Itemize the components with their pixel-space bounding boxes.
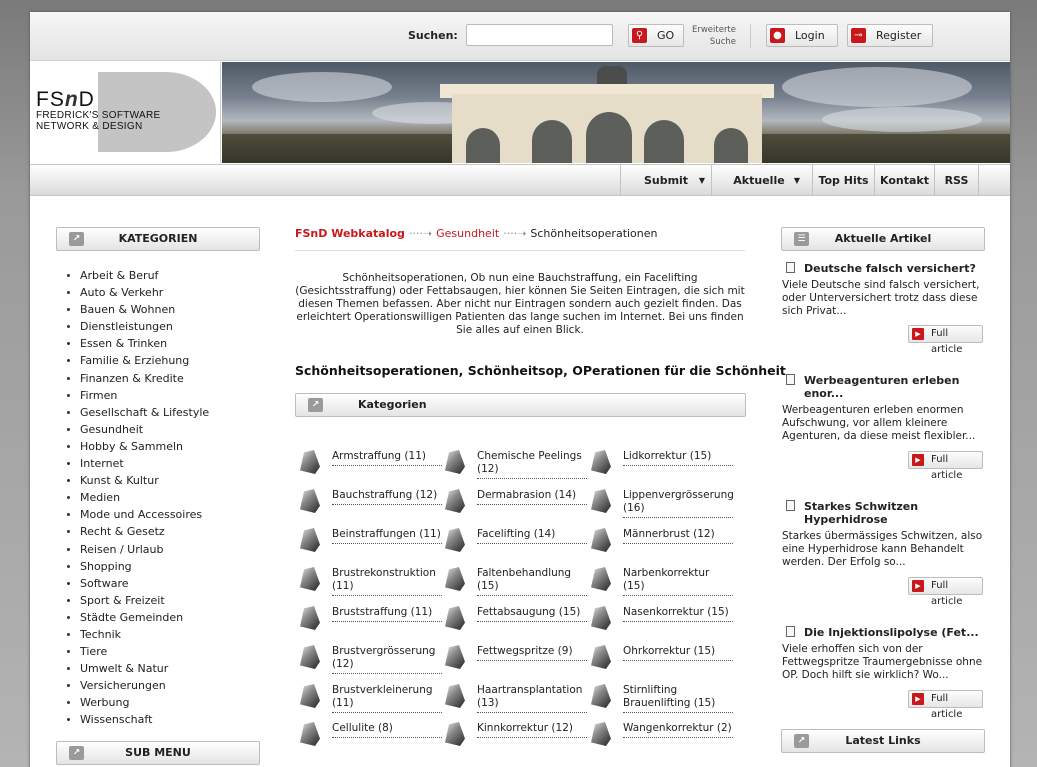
subcategory-link[interactable]: Cellulite (8) (332, 722, 442, 738)
full-article-label: Full article (931, 454, 963, 481)
articles-box-header (781, 227, 985, 251)
list-item[interactable]: Gesellschaft & Lifestyle (80, 404, 209, 421)
subcategories-header (295, 393, 746, 417)
list-item[interactable]: Familie & Erziehung (80, 352, 209, 369)
breadcrumb-parent[interactable]: Gesundheit (436, 227, 500, 240)
crystal-icon (591, 606, 611, 630)
document-icon (786, 374, 795, 385)
list-item[interactable]: Medien (80, 489, 209, 506)
crystal-icon (591, 645, 611, 669)
list-item[interactable]: Versicherungen (80, 677, 209, 694)
subcategory-link[interactable]: Lippenvergrösserung (16) (623, 489, 733, 518)
links-box-header (781, 729, 985, 753)
list-item[interactable]: Sport & Freizeit (80, 592, 209, 609)
links-title: Latest Links (845, 734, 921, 747)
subcategory-link[interactable]: Fettwegspritze (9) (477, 645, 587, 661)
article-item (782, 500, 986, 607)
intro-text: Schönheitsoperationen, Ob nun eine Bauchstraffung, ein Facelifting (Gesichtsstraffung) oder Fettabsaugen, hier können Sie Seiten Eintragen, die sich mit diesen Themen befassen. Aber nicht nur Eintragen sondern auch gezielt finden. Das erleichtert Operationswilligen Patienten das lange suchen im Internet. Bei uns finden Sie alles auf einen Blick. (295, 272, 745, 336)
full-article-button[interactable] (908, 325, 983, 355)
list-item[interactable]: Arbeit & Beruf (80, 267, 209, 284)
document-icon: ☰ (794, 232, 809, 246)
breadcrumb-separator: ····➝ (408, 227, 433, 240)
site-header (30, 62, 1010, 163)
crystal-icon (591, 528, 611, 552)
subcategory-link[interactable]: Armstraffung (11) (332, 450, 442, 466)
list-item[interactable]: Dienstleistungen (80, 318, 209, 335)
breadcrumb-current: Schönheitsoperationen (530, 227, 658, 240)
crystal-icon (591, 489, 611, 513)
crystal-icon (591, 684, 611, 708)
arrow-icon: ↗ (308, 398, 323, 412)
article-item (782, 374, 986, 481)
subcategory-link[interactable]: Narbenkorrektur (15) (623, 567, 733, 596)
article-excerpt: Viele Deutsche sind falsch versichert, oder Unterversichert trotz dass diese sich Privat... (782, 279, 980, 317)
arrow-icon: ↗ (69, 232, 84, 246)
breadcrumb-home[interactable]: FSnD Webkatalog (295, 227, 405, 240)
list-item[interactable]: Internet (80, 455, 209, 472)
arrow-icon: ↗ (69, 746, 84, 760)
full-article-button[interactable] (908, 451, 983, 481)
advanced-search-line1: Erweiterte (691, 25, 736, 35)
subcategory-link[interactable]: Dermabrasion (14) (477, 489, 587, 505)
submenu-box-header (56, 741, 260, 765)
list-item[interactable]: Hobby & Sammeln (80, 438, 209, 455)
subcategory-link[interactable]: Männerbrust (12) (623, 528, 733, 544)
list-item[interactable]: Bauen & Wohnen (80, 301, 209, 318)
breadcrumb-separator: ····➝ (503, 227, 527, 240)
list-item[interactable]: Shopping (80, 558, 209, 575)
list-item[interactable]: Städte Gemeinden (80, 609, 209, 626)
crystal-icon (300, 567, 320, 591)
login-label: Login (795, 29, 825, 42)
register-button[interactable] (847, 24, 933, 47)
search-label: Suchen: (408, 29, 458, 42)
user-icon: ● (770, 28, 785, 43)
article-title[interactable]: Werbeagenturen erleben enor... (782, 374, 986, 400)
subcategory-link[interactable]: Kinnkorrektur (12) (477, 722, 587, 738)
subcategories-title: Kategorien (358, 398, 427, 411)
article-title[interactable]: Starkes Schwitzen Hyperhidrose (782, 500, 986, 526)
crystal-icon (445, 684, 465, 708)
submenu-title: SUB MENU (125, 746, 191, 759)
crystal-icon (445, 528, 465, 552)
list-item[interactable]: Essen & Trinken (80, 335, 209, 352)
list-item[interactable]: Finanzen & Kredite (80, 370, 209, 387)
full-article-button[interactable] (908, 690, 983, 720)
chevron-down-icon: ▼ (698, 176, 705, 185)
categories-title: KATEGORIEN (118, 232, 198, 245)
article-excerpt: Viele erhoffen sich von der Fettwegspritze Traumergebnisse ohne OP. Doch hilft sie wirklich? Wo... (782, 643, 983, 681)
list-item[interactable]: Tiere (80, 643, 209, 660)
register-label: Register (876, 29, 922, 42)
advanced-search-line2: Suche (709, 37, 736, 47)
list-item[interactable]: Gesundheit (80, 421, 209, 438)
logo[interactable] (30, 62, 221, 163)
crystal-icon (300, 606, 320, 630)
subcategory-link[interactable]: Brustrekonstruktion (11) (332, 567, 442, 596)
article-title[interactable]: Deutsche falsch versichert? (782, 262, 986, 275)
go-label: GO (657, 29, 675, 42)
crystal-icon (300, 450, 320, 474)
crystal-icon (300, 722, 320, 746)
categories-box-header (56, 227, 260, 251)
read-more-icon: ▶ (912, 693, 924, 705)
list-item[interactable]: Auto & Verkehr (80, 284, 209, 301)
subcategory-link[interactable]: Stirnlifting Brauenlifting (15) (623, 684, 733, 713)
read-more-icon: ▶ (912, 328, 924, 340)
page (30, 12, 1010, 767)
nav-rss[interactable]: RSS (934, 165, 978, 196)
crystal-icon (591, 567, 611, 591)
advanced-search-link[interactable] (684, 24, 736, 48)
full-article-label: Full article (931, 328, 963, 355)
crystal-icon (300, 645, 320, 669)
nav-kontakt[interactable]: Kontakt (874, 165, 934, 196)
article-excerpt: Werbeagenturen erleben enormen Aufschwung, vor allem kleinere Agenturen, da diese meist flexibler... (782, 404, 976, 442)
key-icon: ⊸ (851, 28, 866, 43)
article-title[interactable]: Die Injektionslipolyse (Fet... (782, 626, 986, 639)
logo-text: FSnD (36, 88, 95, 111)
subcategory-link[interactable]: Ohrkorrektur (15) (623, 645, 733, 661)
full-article-label: Full article (931, 693, 963, 720)
chevron-down-icon: ▼ (793, 176, 800, 185)
list-item[interactable]: Recht & Gesetz (80, 523, 209, 540)
document-icon (786, 262, 795, 273)
search-input[interactable] (466, 24, 613, 46)
crystal-icon (445, 645, 465, 669)
subcategory-link[interactable]: Fettabsaugung (15) (477, 606, 587, 622)
subcategory-link[interactable]: Bauchstraffung (12) (332, 489, 442, 505)
nav-top-hits[interactable]: Top Hits (812, 165, 874, 196)
search-icon: ⚲ (632, 28, 647, 43)
subcategory-link[interactable]: Wangenkorrektur (2) (623, 722, 733, 738)
crystal-icon (445, 489, 465, 513)
crystal-icon (445, 567, 465, 591)
arrow-icon: ↗ (794, 734, 809, 748)
list-item[interactable]: Wissenschaft (80, 711, 209, 728)
crystal-icon (445, 606, 465, 630)
full-article-label: Full article (931, 580, 963, 607)
subcategory-link[interactable]: Lidkorrektur (15) (623, 450, 733, 466)
nav-submit[interactable]: Submit ▼ (620, 165, 711, 196)
nav-aktuelle[interactable]: Aktuelle ▼ (711, 165, 806, 196)
list-item[interactable]: Werbung (80, 694, 209, 711)
list-item[interactable]: Technik (80, 626, 209, 643)
subcategory-link[interactable]: Bruststraffung (11) (332, 606, 442, 622)
main-nav (30, 164, 1010, 196)
full-article-button[interactable] (908, 577, 983, 607)
subcategory-link[interactable]: Nasenkorrektur (15) (623, 606, 733, 622)
subcategory-link[interactable]: Brustverkleinerung (11) (332, 684, 442, 713)
article-excerpt: Starkes übermässiges Schwitzen, also eine Hyperhidrose kann Behandelt werden. Der Erfolg so... (782, 530, 983, 568)
category-list (80, 267, 209, 729)
list-item[interactable]: Firmen (80, 387, 209, 404)
list-item[interactable]: Reisen / Urlaub (80, 541, 209, 558)
subcategory-link[interactable]: Facelifting (14) (477, 528, 587, 544)
articles-title: Aktuelle Artikel (834, 232, 932, 245)
triumphal-arch (452, 94, 762, 163)
list-item[interactable]: Kunst & Kultur (80, 472, 209, 489)
crystal-icon (591, 722, 611, 746)
crystal-icon (300, 528, 320, 552)
list-item[interactable]: Mode und Accessoires (80, 506, 209, 523)
subcategory-link[interactable]: Haartransplantation (13) (477, 684, 587, 713)
document-icon (786, 500, 795, 511)
statue (597, 66, 627, 86)
article-item (782, 626, 986, 720)
read-more-icon: ▶ (912, 454, 924, 466)
top-search-bar (30, 12, 1010, 61)
crystal-icon (445, 722, 465, 746)
read-more-icon: ▶ (912, 580, 924, 592)
article-item (782, 262, 986, 355)
subcategory-link[interactable]: Beinstraffungen (11) (332, 528, 442, 544)
login-button[interactable] (766, 24, 838, 47)
list-item[interactable]: Umwelt & Natur (80, 660, 209, 677)
page-title: Schönheitsoperationen, Schönheitsop, OPerationen für die Schönheit (295, 363, 786, 378)
divider (750, 24, 751, 48)
breadcrumb (295, 227, 745, 251)
list-item[interactable]: Software (80, 575, 209, 592)
logo-subtitle: FREDRICK'S SOFTWARE NETWORK & DESIGN (36, 110, 161, 132)
crystal-icon (591, 450, 611, 474)
subcategory-link[interactable]: Faltenbehandlung (15) (477, 567, 587, 596)
subcategory-link[interactable]: Brustvergrösserung (12) (332, 645, 442, 674)
divider (978, 165, 979, 196)
document-icon (786, 626, 795, 637)
subcategory-link[interactable]: Chemische Peelings (12) (477, 450, 587, 479)
crystal-icon (300, 489, 320, 513)
crystal-icon (445, 450, 465, 474)
crystal-icon (300, 684, 320, 708)
go-button[interactable] (628, 24, 684, 47)
header-banner-image (222, 62, 1010, 163)
